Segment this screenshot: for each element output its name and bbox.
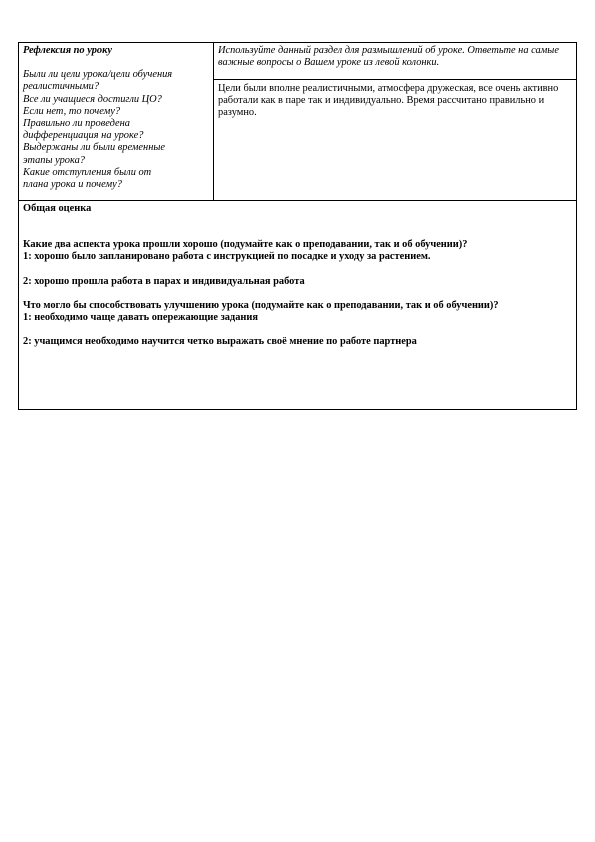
reflection-answer-cell [214,43,576,200]
reflection-table [18,42,577,410]
summary-answer-improve-1: 1: необходимо чаще давать опережающие задания [23,312,258,324]
summary-section [19,201,576,409]
reflection-answer: Цели были вполне реалистичными, атмосфера дружеская, все очень активно работали как в паре так и индивидуально. Время рассчитано правильно и разумно. [218,83,559,119]
summary-answer-good-2: 2: хорошо прошла работа в парах и индивидуальная работа [23,275,305,287]
reflection-row [19,43,576,201]
summary-answer-good-1: 1: хорошо было запланировано работа с инструкцией по посадке и уходу за растением. [23,251,431,263]
summary-title: Общая оценка [23,203,92,214]
reflection-questions-cell [19,43,214,200]
reflection-hint: Используйте данный раздел для размышлений об уроке. Ответьте на самые важные вопросы о Вашем уроке из левой колонки. [214,43,576,80]
reflection-title: Рефлексия по уроку [23,45,112,56]
reflection-questions: Были ли цели урока/цели обучения реалистичными? Все ли учащиеся достигли ЦО? Если нет, то почему? Правильно ли проведена дифференциация на уроке? Выдержаны ли были временные этапы урока? Какие отступления были от плана урока и почему? [23,69,173,191]
summary-answer-improve-2: 2: учащимся необходимо научится четко выражать своё мнение по работе партнера [23,336,417,348]
summary-question-good: Какие два аспекта урока прошли хорошо (подумайте как о преподавании, так и об обучении)? [23,239,468,251]
summary-question-improve: Что могло бы способствовать улучшению урока (подумайте как о преподавании, так и об обучении)? [23,299,499,311]
